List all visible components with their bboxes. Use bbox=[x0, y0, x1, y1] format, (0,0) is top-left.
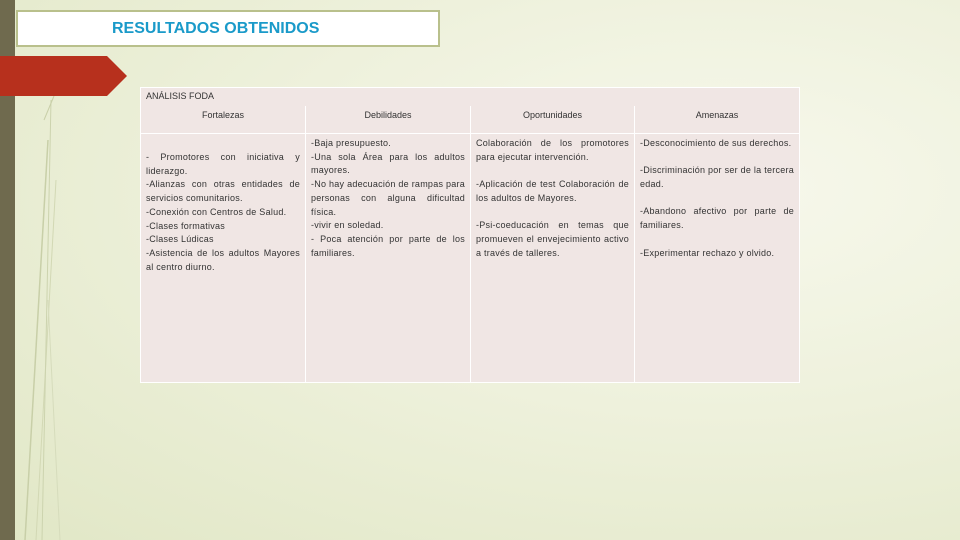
list-item: - Promotores con iniciativa y liderazgo. bbox=[146, 152, 300, 176]
header-amenazas: Amenazas bbox=[635, 106, 799, 134]
list-item: -No hay adecuación de rampas para personas con alguna dificultad física. bbox=[311, 179, 465, 217]
header-fortalezas: Fortalezas bbox=[141, 106, 305, 134]
fortalezas-list bbox=[141, 134, 305, 274]
slide-title-box bbox=[16, 10, 440, 47]
list-item: -Experimentar rechazo y olvido. bbox=[640, 247, 775, 258]
column-debilidades bbox=[305, 106, 470, 382]
list-item: -Desconocimiento de sus derechos. bbox=[640, 138, 792, 148]
list-item: Colaboración de los promotores para ejecutar intervención. bbox=[476, 138, 629, 162]
list-item: -Psi-coeducación en temas que promueven el envejecimiento activo a través de talleres. bbox=[476, 220, 629, 258]
column-oportunidades bbox=[470, 106, 634, 382]
list-item: - Poca atención por parte de los familiares. bbox=[311, 233, 465, 258]
list-item: -Aplicación de test Colaboración de los adultos de Mayores. bbox=[476, 179, 629, 203]
header-oportunidades: Oportunidades bbox=[471, 106, 634, 134]
column-fortalezas bbox=[141, 106, 305, 382]
column-amenazas bbox=[634, 106, 799, 382]
list-item: -Baja presupuesto. bbox=[311, 138, 392, 148]
list-item: -Discriminación por ser de la tercera edad. bbox=[640, 165, 794, 190]
list-item: -Conexión con Centros de Salud. bbox=[146, 206, 287, 217]
table-title: ANÁLISIS FODA bbox=[146, 91, 215, 101]
slide-title: RESULTADOS OBTENIDOS bbox=[112, 19, 320, 37]
foda-table bbox=[140, 87, 800, 383]
list-item: -Clases formativas bbox=[146, 220, 226, 231]
debilidades-list bbox=[306, 134, 470, 260]
arrow-tab-icon bbox=[0, 56, 127, 96]
list-item: -Alianzas con otras entidades de servicios comunitarios. bbox=[146, 179, 300, 204]
list-item: -Abandono afectivo por parte de familiares. bbox=[640, 206, 794, 231]
oportunidades-list bbox=[471, 134, 634, 260]
list-item: -Clases Lúdicas bbox=[146, 234, 214, 245]
list-item: -vivir en soledad. bbox=[311, 220, 384, 231]
list-item: -Asistencia de los adultos Mayores al centro diurno. bbox=[146, 247, 300, 272]
header-debilidades: Debilidades bbox=[306, 106, 470, 134]
amenazas-list bbox=[635, 134, 799, 260]
list-item: -Una sola Área para los adultos mayores. bbox=[311, 151, 465, 176]
